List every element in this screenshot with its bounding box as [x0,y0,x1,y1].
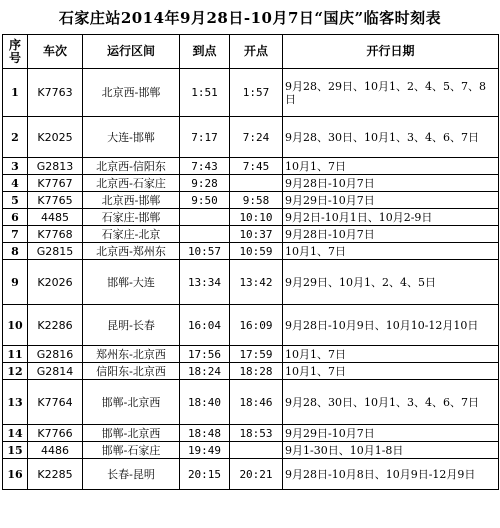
train-number: 4485 [28,209,83,226]
depart-time: 1:57 [230,69,283,117]
arrive-time: 18:40 [180,380,230,425]
run-dates: 9月28日-10月7日 [283,226,499,243]
depart-time [230,442,283,459]
depart-time: 13:42 [230,260,283,305]
train-number: K2285 [28,459,83,490]
table-row [3,158,499,175]
table-row [3,175,499,192]
table-row [3,380,499,425]
col-header-depart: 开点 [230,35,283,69]
depart-time: 18:28 [230,363,283,380]
train-number: 4486 [28,442,83,459]
depart-time: 18:53 [230,425,283,442]
arrive-time: 7:43 [180,158,230,175]
run-dates: 10月1、7日 [283,346,499,363]
run-dates: 9月28日-10月9日、10月10-12月10日 [283,305,499,346]
run-dates: 9月29日-10月7日 [283,192,499,209]
arrive-time: 16:04 [180,305,230,346]
row-index: 8 [3,243,28,260]
run-dates: 10月1、7日 [283,243,499,260]
row-index: 7 [3,226,28,243]
col-header-dates: 开行日期 [283,35,499,69]
col-header-train: 车次 [28,35,83,69]
depart-time: 16:09 [230,305,283,346]
run-dates: 9月28、30日、10月1、3、4、6、7日 [283,380,499,425]
train-number: K7767 [28,175,83,192]
route: 北京西-信阳东 [83,158,180,175]
arrive-time [180,209,230,226]
arrive-time: 10:57 [180,243,230,260]
route: 石家庄-邯郸 [83,209,180,226]
table-row [3,209,499,226]
arrive-time: 19:49 [180,442,230,459]
route: 长春-昆明 [83,459,180,490]
arrive-time: 18:48 [180,425,230,442]
train-number: K2286 [28,305,83,346]
row-index: 13 [3,380,28,425]
table-row [3,192,499,209]
col-header-arrive: 到点 [180,35,230,69]
table-row [3,425,499,442]
arrive-time: 17:56 [180,346,230,363]
depart-time: 10:37 [230,226,283,243]
run-dates: 9月2日-10月1日、10月2-9日 [283,209,499,226]
route: 北京西-邯郸 [83,192,180,209]
arrive-time: 9:28 [180,175,230,192]
table-row [3,226,499,243]
depart-time: 7:45 [230,158,283,175]
run-dates: 10月1、7日 [283,158,499,175]
row-index: 14 [3,425,28,442]
route: 信阳东-北京西 [83,363,180,380]
route: 昆明-长春 [83,305,180,346]
depart-time: 18:46 [230,380,283,425]
table-row [3,442,499,459]
arrive-time: 9:50 [180,192,230,209]
row-index: 12 [3,363,28,380]
col-header-index: 序号 [3,35,28,69]
route: 北京西-石家庄 [83,175,180,192]
table-row [3,363,499,380]
run-dates: 9月28、29日、10月1、2、4、5、7、8日 [283,69,499,117]
run-dates: 9月28日-10月8日、10月9日-12月9日 [283,459,499,490]
table-row [3,260,499,305]
arrive-time: 7:17 [180,117,230,158]
table-row [3,243,499,260]
train-number: K2025 [28,117,83,158]
route: 大连-邯郸 [83,117,180,158]
table-row [3,459,499,490]
route: 邯郸-石家庄 [83,442,180,459]
row-index: 16 [3,459,28,490]
depart-time: 10:10 [230,209,283,226]
row-index: 9 [3,260,28,305]
row-index: 6 [3,209,28,226]
table-row [3,305,499,346]
arrive-time: 1:51 [180,69,230,117]
row-index: 2 [3,117,28,158]
table-row [3,117,499,158]
train-number: K7765 [28,192,83,209]
run-dates: 9月1-30日、10月1-8日 [283,442,499,459]
table-row [3,346,499,363]
depart-time: 10:59 [230,243,283,260]
route: 邯郸-大连 [83,260,180,305]
row-index: 1 [3,69,28,117]
train-number: K7763 [28,69,83,117]
run-dates: 9月29日-10月7日 [283,425,499,442]
depart-time: 20:21 [230,459,283,490]
row-index: 5 [3,192,28,209]
row-index: 11 [3,346,28,363]
route: 邯郸-北京西 [83,380,180,425]
route: 北京西-邯郸 [83,69,180,117]
train-number: K7768 [28,226,83,243]
train-number: K2026 [28,260,83,305]
route: 石家庄-北京 [83,226,180,243]
arrive-time: 13:34 [180,260,230,305]
train-number: K7764 [28,380,83,425]
header-row [3,35,499,69]
train-number: G2814 [28,363,83,380]
route: 邯郸-北京西 [83,425,180,442]
train-number: K7766 [28,425,83,442]
route: 郑州东-北京西 [83,346,180,363]
run-dates: 9月28、30日、10月1、3、4、6、7日 [283,117,499,158]
train-number: G2816 [28,346,83,363]
arrive-time: 20:15 [180,459,230,490]
row-index: 4 [3,175,28,192]
run-dates: 9月28日-10月7日 [283,175,499,192]
col-header-route: 运行区间 [83,35,180,69]
arrive-time [180,226,230,243]
schedule-table [2,34,499,490]
table-row [3,69,499,117]
route: 北京西-郑州东 [83,243,180,260]
run-dates: 9月29日、10月1、2、4、5日 [283,260,499,305]
row-index: 10 [3,305,28,346]
run-dates: 10月1、7日 [283,363,499,380]
train-number: G2815 [28,243,83,260]
depart-time [230,175,283,192]
depart-time: 17:59 [230,346,283,363]
arrive-time: 18:24 [180,363,230,380]
depart-time: 7:24 [230,117,283,158]
row-index: 15 [3,442,28,459]
row-index: 3 [3,158,28,175]
page-title: 石家庄站2014年9月28日-10月7日“国庆”临客时刻表 [58,8,442,27]
depart-time: 9:58 [230,192,283,209]
train-number: G2813 [28,158,83,175]
